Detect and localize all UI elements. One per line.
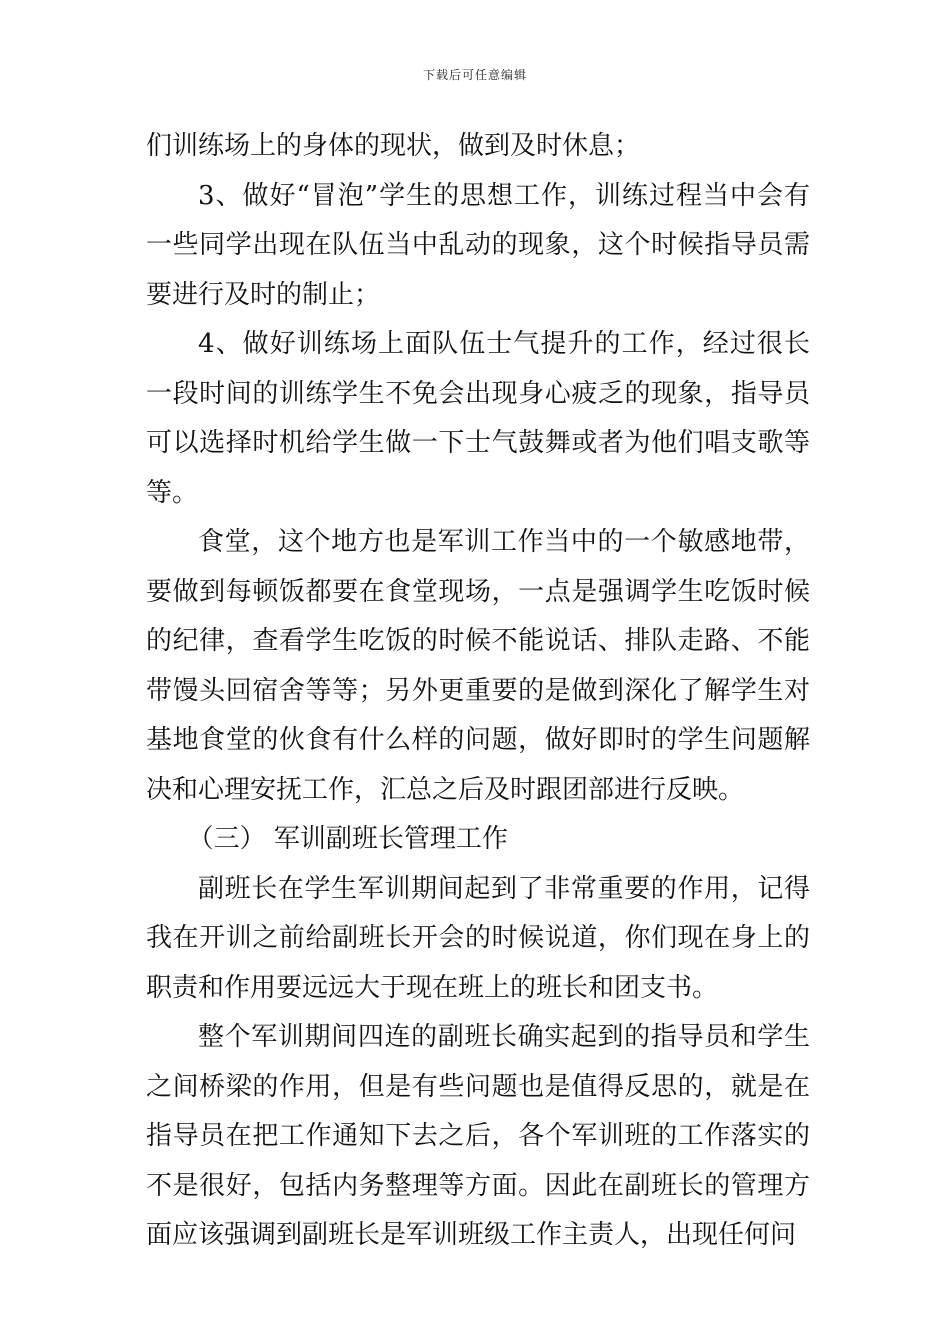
paragraph-item-3: 3、做好“冒泡”学生的思想工作，训练过程当中会有一些同学出现在队伍当中乱动的现象，这个时候指导员需要进行及时的制止； bbox=[146, 180, 810, 310]
document-body bbox=[146, 122, 810, 1261]
paragraph-continuation: 们训练场上的身体的现状，做到及时休息； bbox=[146, 131, 641, 161]
paragraph-reflection: 整个军训期间四连的副班长确实起到的指导员和学生之间桥梁的作用，但是有些问题也是值得反思的，就是在指导员在把工作通知下去之后，各个军训班的工作落实的不是很好，包括内务整理等方面。因此在副班长的管理方面应该强调到副班长是军训班级工作主责人，出现任何问 bbox=[146, 1022, 810, 1250]
paragraph-item-4: 4、做好训练场上面队伍士气提升的工作，经过很长一段时间的训练学生不免会出现身心疲乏的现象，指导员可以选择时机给学生做一下士气鼓舞或者为他们唱支歌等等。 bbox=[146, 329, 810, 508]
paragraph-vice-monitor: 副班长在学生军训期间起到了非常重要的作用，记得我在开训之前给副班长开会的时候说道，你们现在身上的职责和作用要远远大于现在班上的班长和团支书。 bbox=[146, 873, 810, 1003]
page-header: 下载后可任意编辑 bbox=[422, 68, 527, 82]
section-heading: （三） 军训副班长管理工作 bbox=[187, 824, 508, 854]
paragraph-canteen: 食堂，这个地方也是军训工作当中的一个敏感地带，要做到每顿饭都要在食堂现场，一点是强调学生吃饭时候的纪律，查看学生吃饭的时候不能说话、排队走路、不能带馒头回宿舍等等；另外更重要的是做到深化了解学生对基地食堂的伙食有什么样的问题，做好即时的学生问题解决和心理安抚工作，汇总之后及时跟团部进行反映。 bbox=[146, 527, 810, 805]
